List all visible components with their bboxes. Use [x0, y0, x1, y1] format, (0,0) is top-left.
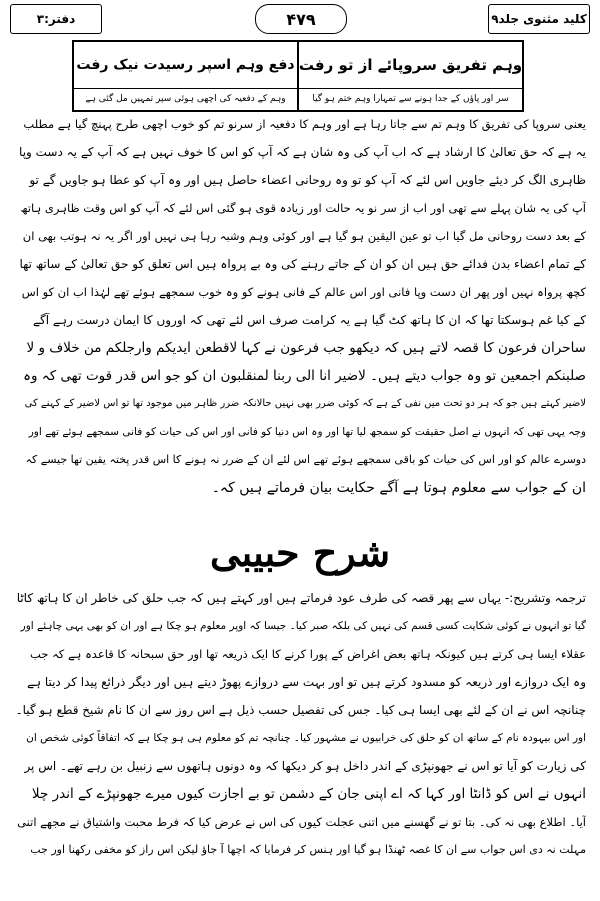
verse-right-column [297, 42, 522, 110]
text-line: اور اس بیہودہ نام کے ساتھ ان کو حلق کی خرابیوں نے مشہور کیا۔ چنانچہ تم کو معلوم ہی ہو چکا ہے کہ اتفاقاً کوئی شخص ان [26, 732, 586, 744]
text-line: کے کیا غم ہوسکتا تھا کہ ان کا ہاتھ کٹ گیا ہے یہ کرامت صرف اس لئے تھی کہ اوروں کا ایمان درست رہے آگے [33, 313, 586, 327]
text-line: انہوں نے اس کو ڈانٹا اور کہا کہ اے اپنی جان کے دشمن تو بے اجازت کیوں میرے جھونپڑے کے اندر چلا [31, 786, 586, 802]
text-line: وہ ایک دروازے اور ذریعہ کو مسدود کرتے ہیں تو اور بہت سے دروازے پھوڑ دیتے ہیں اور دیگر ذرائع پیدا کر دیتا ہے [26, 675, 586, 689]
text-line: کی زیارت کو آیا تو اس نے جھونپڑی کے اندر داخل ہو کر دیکھا کہ وہ دونوں ہاتھوں سے زنبیل بن رہے تھے۔ اس پر [24, 759, 586, 773]
page-number: ۴۷۹ [255, 4, 347, 34]
text-line: وجہ یہی تھی کہ انہوں نے اصل حقیقت کو سمجھ لیا تھا اور وہ اس دنیا کو فانی اور اس کی حیات کو فانی سمجھے ہوئے تھے اور [28, 426, 586, 438]
text-line: ترجمہ وتشریح:- یہاں سے پھر قصہ کی طرف عود فرماتے ہیں اور کہتے ہیں کہ جب حلق کی خاطر ان کا ہاتھ کاٹا [16, 591, 586, 605]
text-line: دوسرے عالم کو اور اس کی حیات کو باقی سمجھے ہوئے تھے اس لئے ان کے ضرر نہ ہونے کا اس قدر پختہ یقین تھا جیسے کہ [25, 453, 586, 466]
book-title: کلید مثنوی جلد۹ [488, 4, 590, 34]
verse-left-line: دفع وہم اسپر رسیدت نیک رفت [74, 42, 297, 89]
text-line: ان کے جواب سے معلوم ہوتا ہے آگے حکایت بیان فرماتے ہیں کہ۔ [211, 480, 586, 496]
text-line: یعنی سروپا کی تفریق کا وہم تم سے جاتا رہا ہے اور وہم کا دفعیہ از سرنو تم کو خوب اچھی طرح پہنچ گیا ہے مطلب [23, 117, 586, 131]
text-line: یہ ہے کہ حق تعالیٰ کا ارشاد ہے کہ اب آپ کی وہ شان ہے کہ آپ کو اس کا خوف نہیں ہے کہ آپ کے یہ دست وپا [19, 145, 586, 159]
verse-left-column [74, 42, 297, 110]
text-line: آپ کی یہ شان پہلے سے تھی اور اب از سر نو یہ حالت اور زیادہ قوی ہو گئی اس لئے کہ آپ کو اس وقت ظاہری ہاتھ [20, 201, 586, 215]
text-line: کے بعد دست روحانی مل گیا اب تو عین الیقین ہو گیا ہے اور کوئی وہم وشبہ رہا ہی نہیں اور اگر یہ نہ ہوتب بھی ان [22, 229, 586, 243]
verse-left-translation: وہم کے دفعیہ کی اچھی ہوئی سپر تمہیں مل گئی ہے [85, 94, 286, 104]
text-line: چنانچہ اس نے ان کے لئے بھی ایسا ہی کیا۔ جس کی تفصیل حسب ذیل ہے اس روز سے ان کا نام شیخ قطع ہو گیا۔ [15, 703, 586, 717]
text-line: لاضیر کہتے ہیں جو کہ ہر دو تحت میں نفی کے ہے کہ کوئی ضرر بھی نہیں حالانکہ ضرر ظاہر میں موجود تھا تو اس لاضیر کے کہنے کی [24, 398, 586, 409]
translation-paragraph [14, 584, 586, 864]
daftar-label: دفتر:۳ [10, 4, 102, 34]
text-line: کے تمام اعضاء بدن فدائے حق ہیں ان کو ان کے جاتے رہنے کی وہ بے پرواہ ہیں اس تعلق کو حق تعالیٰ کے ساتھ تھا [19, 257, 586, 271]
section-title: شرح حبیبی [209, 529, 391, 575]
verse-right-line: وہم تفریق سروپائے از تو رفت [299, 42, 522, 89]
text-line: عقلاء ایسا ہی کرتے ہیں کیونکہ ہاتھ بعض اغراض کے پورا کرنے کا ایک ذریعہ تھا اور حق سبحانہ کا قاعدہ ہے کہ جب [30, 647, 586, 661]
commentary-paragraph [14, 110, 586, 502]
page-header [10, 4, 590, 32]
text-line: ساحران فرعون کا قصہ لاتے ہیں کہ دیکھو جب فرعون نے کہا لاقطعن ایدیکم وارجلکم من خلاف و لا [26, 340, 586, 356]
text-line: کچھ پرواہ نہیں اور پھر ان دست وپا فانی اور اس عالم کے فانی ہونے کو وہ خوب سمجھے ہوئے تھے لہٰذا اب ان کو اس [21, 285, 586, 299]
verse-right-translation: سر اور پاؤں کے جدا ہونے سے تمہارا وہم ختم ہو گیا [312, 94, 509, 104]
text-line: صلبنکم اجمعین تو وہ جواب دیتے ہیں۔ لاضیر انا الی ربنا لمنقلبون ان کو جو اس قدر قوت تھی کہ وہ [23, 368, 586, 384]
text-line: ظاہری الگ کر دیئے جاویں اس لئے کہ آپ کو تو وہ روحانی اعضاء حاصل ہیں اور وہ آپ کو عطا ہو جاویں گے تو [29, 173, 586, 187]
text-line: گیا تو انہوں نے کوئی شکایت کسی قسم کی نہیں کی بلکہ صبر کیا۔ جیسا کہ اوپر معلوم ہو چکا ہے اور ان کو بھی یہی چاہئے اور [20, 620, 586, 632]
text-line: مہلت نہ دی اس جواب سے ان کا غصہ ٹھنڈا ہو گیا اور ہنس کر فرمایا کہ اچھا آ جاؤ لیکن اس راز کو مخفی رکھنا اور جب [30, 843, 586, 856]
text-line: آیا۔ اطلاع بھی نہ کی۔ بتا تو نے گھسنے میں اتنی عجلت کیوں کی اس نے عرض کیا کہ فرط محبت واشتیاق نے مجھے اتنی [17, 815, 586, 829]
verse-box [72, 40, 524, 112]
